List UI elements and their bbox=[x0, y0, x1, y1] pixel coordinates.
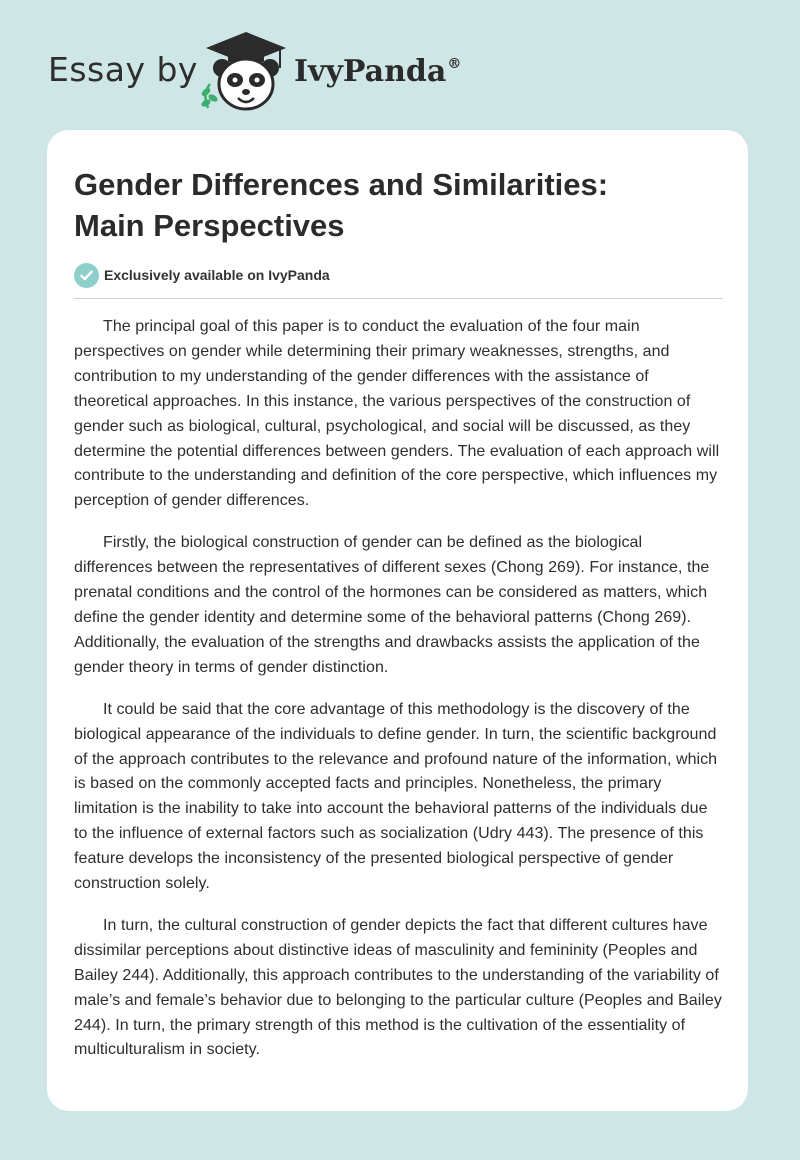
essay-body bbox=[74, 315, 722, 1063]
paragraph: In turn, the cultural construction of gender depicts the fact that different cultures have dissimilar perceptions about distinctive ideas of masculinity and femininity (Peoples and Bailey 244). Additionally, this approach contributes to the understanding of the variability of male’s and female’s behavior due to belonging to the particular culture (Peoples and Bailey 244). In turn, the primary strength of this method is the cultivation of the essentiality of multiculturalism in society. bbox=[74, 916, 722, 1059]
essay-title bbox=[74, 164, 722, 246]
divider bbox=[74, 298, 723, 299]
brand-name-text: IvyPanda bbox=[294, 54, 447, 89]
paragraph: It could be said that the core advantage of this methodology is the discovery of the biological appearance of the individuals to define gender. In turn, the scientific background of the approach contributes to the relevance and profound nature of the information, which is based on the commonly accepted facts and principles. Nonetheless, the primary limitation is the inability to take into account the behavioral patterns of the individuals due to the influence of external factors such as socialization (Udry 443). The presence of this feature develops the inconsistency of the presented biological perspective of gender construction solely. bbox=[74, 700, 718, 893]
panda-graduate-icon bbox=[200, 28, 292, 114]
paragraph: The principal goal of this paper is to conduct the evaluation of the four main perspectives on gender while determining their primary weaknesses, strengths, and contribution to my understanding of the gender differences with the assistance of theoretical approaches. In this instance, the various perspectives of the construction of gender such as biological, cultural, psychological, and social will be discussed, as they determine the potential differences between genders. The evaluation of each approach will contribute to the understanding and definition of the core perspective, which influences my perception of gender differences. bbox=[74, 318, 720, 510]
essay-title-line-2: Main Perspectives bbox=[74, 208, 345, 243]
paragraph: Firstly, the biological construction of gender can be defined as the biological differences between the representatives of different sexes (Chong 269). For instance, the prenatal conditions and the control of the hormones can be considered as matters, which define the gender identity and determine some of the behavioral patterns (Chong 269). Additionally, the evaluation of the strengths and drawbacks assists the application of the gender theory in terms of gender distinction. bbox=[74, 534, 710, 676]
exclusive-badge bbox=[74, 262, 722, 288]
essay-card bbox=[47, 130, 748, 1111]
registered-mark: ® bbox=[447, 56, 462, 72]
brand-header bbox=[48, 28, 488, 114]
exclusive-badge-label: Exclusively available on IvyPanda bbox=[104, 267, 330, 283]
brand-prefix: Essay by bbox=[48, 50, 198, 89]
check-icon bbox=[74, 263, 99, 288]
essay-title-line-1: Gender Differences and Similarities: bbox=[74, 167, 609, 202]
brand-name bbox=[294, 54, 461, 89]
